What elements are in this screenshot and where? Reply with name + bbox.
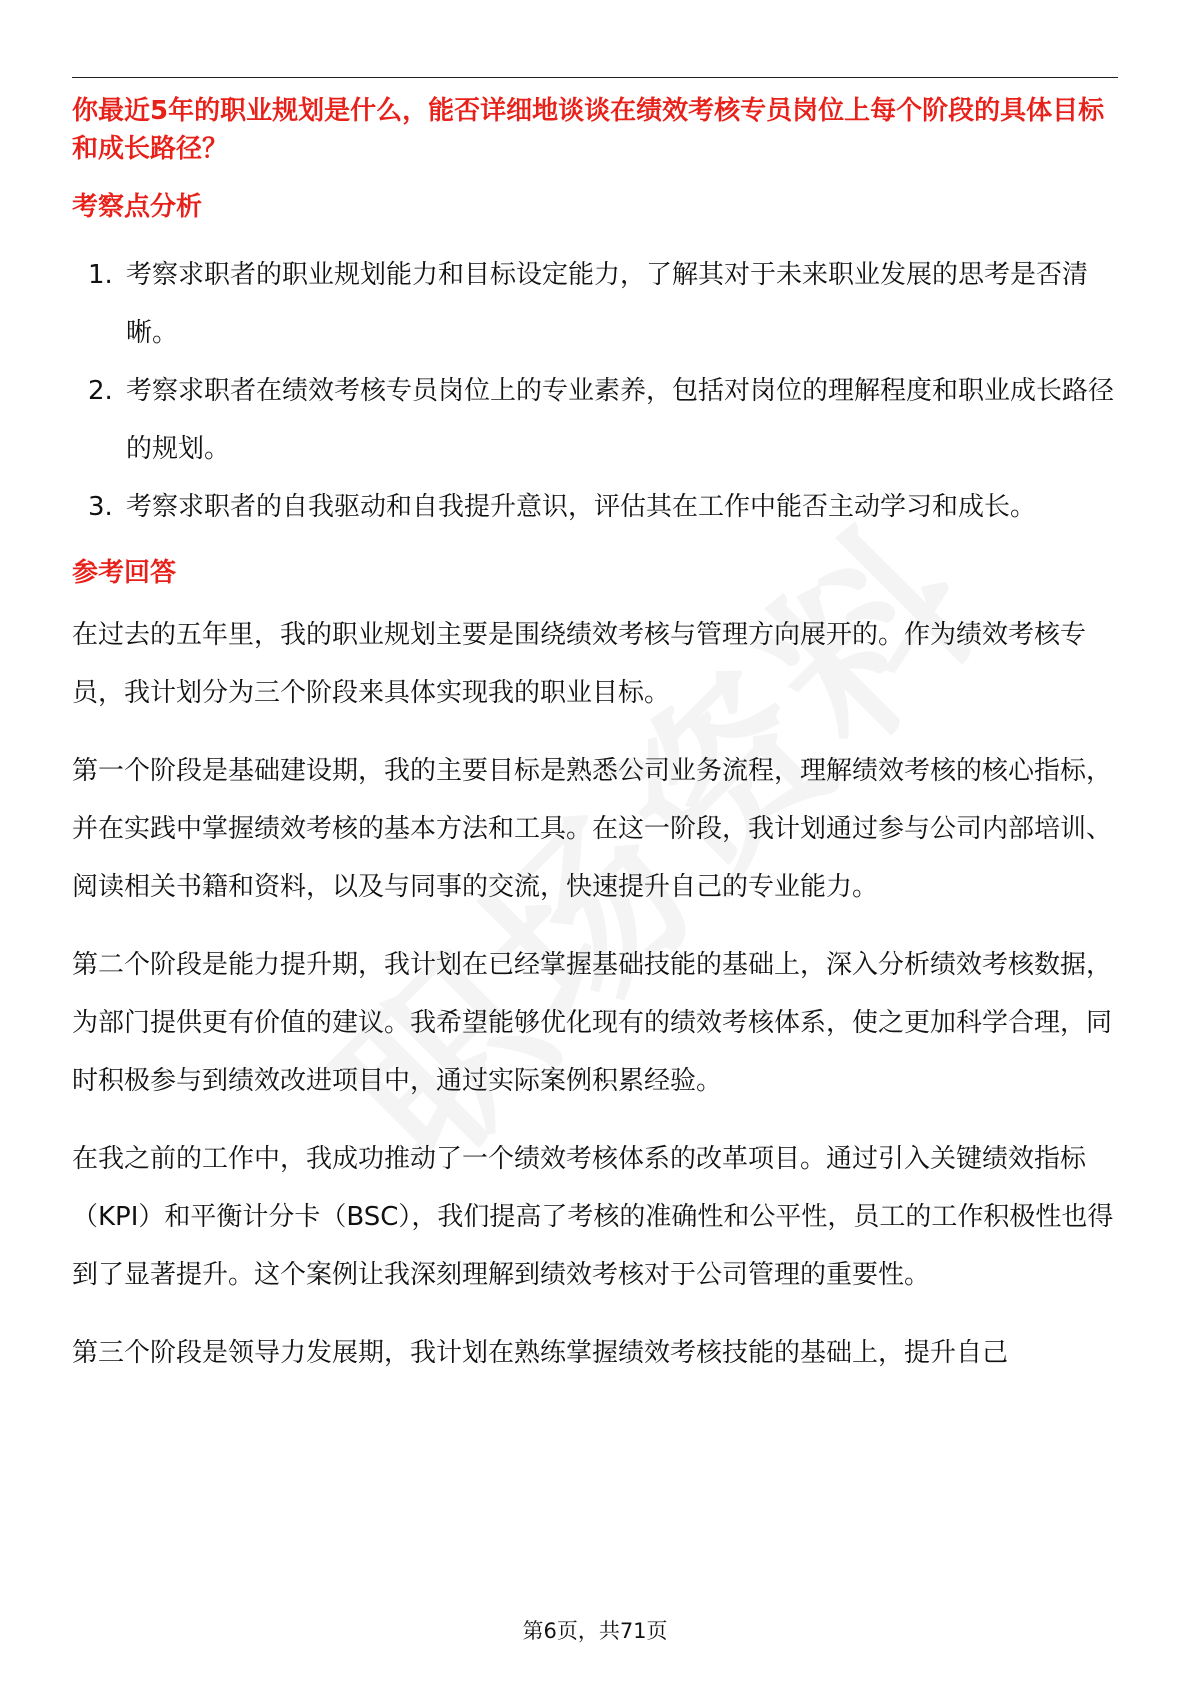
- header-rule: [72, 77, 1118, 78]
- answer-paragraph: 第一个阶段是基础建设期，我的主要目标是熟悉公司业务流程，理解绩效考核的核心指标，并在实践中掌握绩效考核的基本方法和工具。在这一阶段，我计划通过参与公司内部培训、阅读相关书籍和资料，以及与同事的交流，快速提升自己的专业能力。: [72, 756, 1113, 902]
- answer-paragraph: 在过去的五年里，我的职业规划主要是围绕绩效考核与管理方向展开的。作为绩效考核专员，我计划分为三个阶段来具体实现我的职业目标。: [72, 620, 1087, 708]
- list-item-text: 考察求职者的职业规划能力和目标设定能力，了解其对于未来职业发展的思考是否清晰。: [126, 260, 1089, 348]
- question-title: 你最近5年的职业规划是什么，能否详细地谈谈在绩效考核专员岗位上每个阶段的具体目标和成长路径？: [72, 96, 1105, 164]
- list-item: [72, 478, 1118, 536]
- answer-heading: 参考回答: [72, 558, 177, 588]
- list-item-number: 1.: [88, 260, 113, 290]
- list-item-number: 2.: [88, 376, 113, 406]
- list-item-text: 考察求职者的自我驱动和自我提升意识，评估其在工作中能否主动学习和成长。: [126, 492, 1037, 522]
- list-item: [72, 362, 1118, 478]
- analysis-heading: 考察点分析: [72, 192, 203, 222]
- answer-paragraph: 第三个阶段是领导力发展期，我计划在熟练掌握绩效考核技能的基础上，提升自己: [72, 1338, 1009, 1368]
- list-item-text: 考察求职者在绩效考核专员岗位上的专业素养，包括对岗位的理解程度和职业成长路径的规划。: [126, 376, 1115, 464]
- list-item-number: 3.: [88, 492, 113, 522]
- analysis-list: [72, 246, 1118, 536]
- list-item: [72, 246, 1118, 362]
- answer-paragraph: 在我之前的工作中，我成功推动了一个绩效考核体系的改革项目。通过引入关键绩效指标（KPI）和平衡计分卡（BSC），我们提高了考核的准确性和公平性，员工的工作积极性也得到了显著提升。这个案例让我深刻理解到绩效考核对于公司管理的重要性。: [72, 1144, 1114, 1290]
- page-content: [72, 92, 1118, 1382]
- answer-paragraph: 第二个阶段是能力提升期，我计划在已经掌握基础技能的基础上，深入分析绩效考核数据，为部门提供更有价值的建议。我希望能够优化现有的绩效考核体系，使之更加科学合理，同时积极参与到绩效改进项目中，通过实际案例积累经验。: [72, 950, 1113, 1096]
- page-number: 第6页，共71页: [522, 1619, 668, 1643]
